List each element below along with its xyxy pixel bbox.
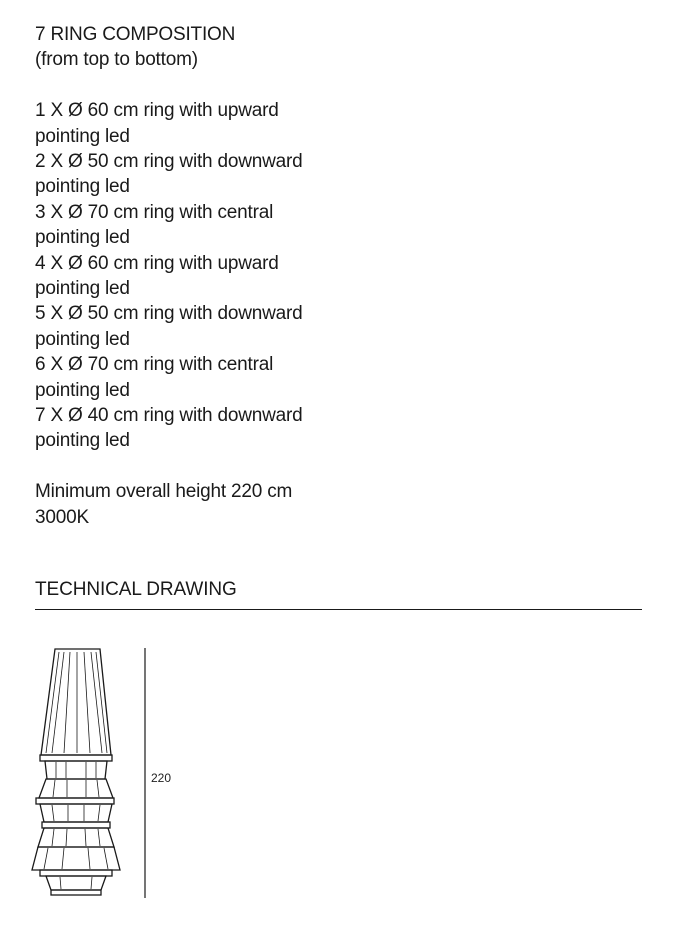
ring-item-4: 4 X Ø 60 cm ring with upward pointing led: [35, 252, 279, 300]
ring-band-1: [40, 755, 112, 761]
ring-4-drawing: [40, 804, 112, 822]
ring-1-drawing: [41, 649, 111, 755]
spacer: [35, 454, 655, 479]
technical-drawing-title: TECHNICAL DRAWING: [35, 579, 237, 600]
ring-2-drawing: [45, 761, 107, 779]
ring-item-2: 2 X Ø 50 cm ring with downward pointing led: [35, 151, 303, 198]
ring-band-3: [42, 822, 110, 828]
color-temperature-text: 3000K: [35, 506, 89, 528]
ring-item-6: 6 X Ø 70 cm ring with central pointing led: [35, 354, 274, 401]
ring-list: [35, 98, 655, 454]
ring-3-drawing: [39, 779, 113, 798]
ring-7-drawing: [46, 876, 106, 890]
ring-item-3: 3 X Ø 70 cm ring with central pointing led: [35, 201, 274, 249]
ring-item-5: 5 X Ø 50 cm ring with downward pointing led: [35, 303, 303, 350]
section-divider: [35, 609, 642, 610]
technical-drawing: [0, 640, 260, 910]
composition-block: [35, 22, 655, 530]
ring-item-1: 1 X Ø 60 cm ring with upward pointing led: [35, 100, 279, 147]
ring-6-drawing: [32, 847, 120, 870]
composition-title: 7 RING COMPOSITION: [35, 24, 236, 45]
composition-subtitle: (from top to bottom): [35, 49, 198, 71]
spacer: [35, 73, 655, 98]
ring-band-5: [51, 890, 101, 895]
height-dimension-label: 220: [151, 771, 172, 785]
ring-5-drawing: [38, 828, 114, 847]
minimum-height-text: Minimum overall height 220 cm: [35, 481, 293, 503]
ring-item-7: 7 X Ø 40 cm ring with downward pointing led: [35, 405, 303, 452]
ring-band-4: [40, 870, 112, 876]
ring-band-2: [36, 798, 114, 804]
